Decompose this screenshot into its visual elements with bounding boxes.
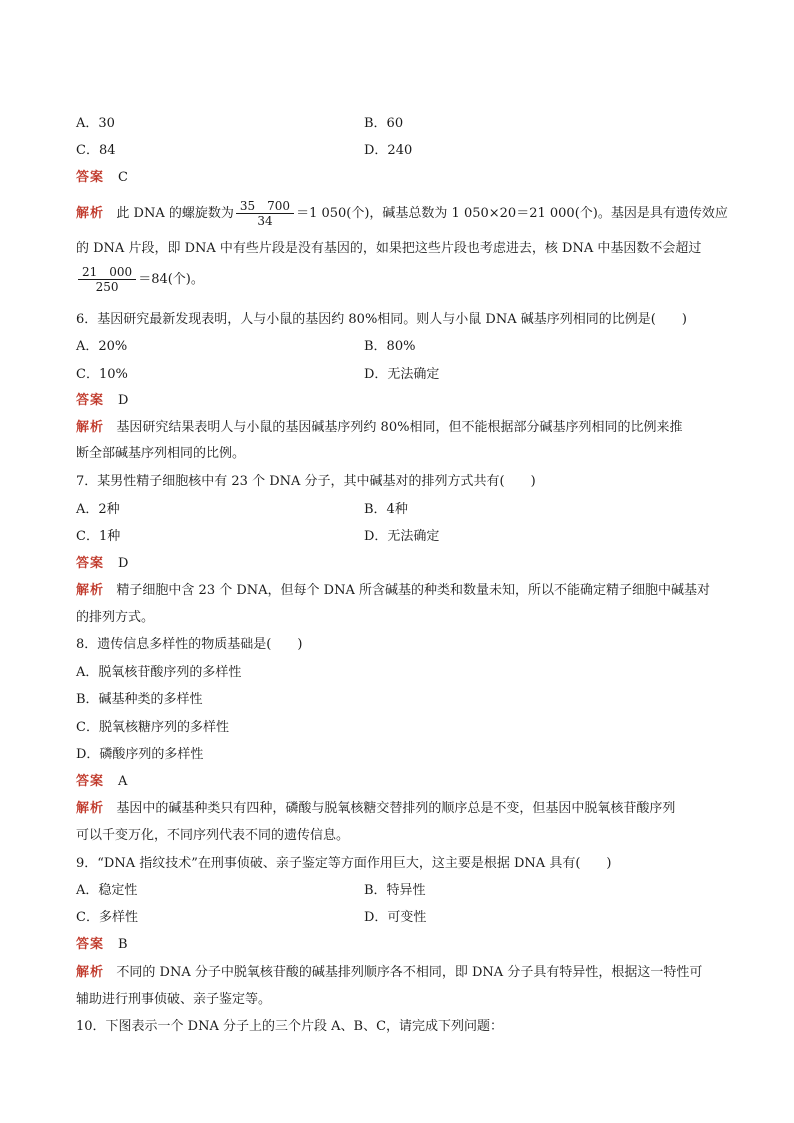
q5-option-d: D．240 bbox=[364, 143, 413, 158]
q5-answer bbox=[76, 169, 128, 187]
q6-stem: 6．基因研究最新发现表明，人与小鼠的基因约 80%相同。则人与小鼠 DNA 碱基序列相同的比例是( ) bbox=[76, 312, 687, 327]
q9-option-b: B．特异性 bbox=[364, 883, 426, 898]
answer-value: D bbox=[118, 393, 129, 408]
answer-value: A bbox=[118, 774, 128, 789]
fraction-denominator: 250 bbox=[95, 280, 119, 294]
fraction bbox=[78, 265, 136, 294]
explanation-label: 解析 bbox=[76, 583, 105, 598]
q6-answer bbox=[76, 392, 128, 410]
explanation-text: 此 DNA 的螺旋数为 bbox=[116, 206, 234, 221]
q9-explanation-line-1 bbox=[76, 964, 702, 982]
q9-option-c: C．多样性 bbox=[76, 910, 138, 925]
q7-explanation-line-1 bbox=[76, 582, 710, 600]
q7-stem: 7．某男性精子细胞核中有 23 个 DNA 分子，其中碱基对的排列方式共有( ) bbox=[76, 474, 536, 489]
answer-label: 答案 bbox=[76, 170, 105, 185]
q5-explanation-line-3 bbox=[76, 264, 204, 296]
q8-option-d: D．磷酸序列的多样性 bbox=[76, 747, 204, 762]
q8-option-b: B．碱基种类的多样性 bbox=[76, 692, 203, 707]
explanation-text: 基因研究结果表明人与小鼠的基因碱基序列约 80%相同，但不能根据部分碱基序列相同的比例来推 bbox=[116, 420, 683, 435]
answer-label: 答案 bbox=[76, 556, 105, 571]
q5-option-b: B．60 bbox=[364, 116, 404, 131]
explanation-text: 不同的 DNA 分子中脱氧核苷酸的碱基排列顺序各不相同，即 DNA 分子具有特异性，根据这一特性可 bbox=[116, 965, 703, 980]
fraction-numerator: 21 000 bbox=[78, 265, 136, 280]
q7-option-c: C．1种 bbox=[76, 529, 121, 544]
q9-option-a: A．稳定性 bbox=[76, 883, 138, 898]
q9-option-d: D．可变性 bbox=[364, 910, 427, 925]
q9-explanation-line-2: 辅助进行刑事侦破、亲子鉴定等。 bbox=[76, 992, 272, 1007]
answer-label: 答案 bbox=[76, 393, 105, 408]
q7-answer bbox=[76, 555, 128, 573]
explanation-text: 基因中的碱基种类只有四种，磷酸与脱氧核糖交替排列的顺序总是不变，但基因中脱氧核苷酸序列 bbox=[116, 801, 676, 816]
explanation-label: 解析 bbox=[76, 420, 105, 435]
q6-option-b: B．80% bbox=[364, 339, 416, 354]
q5-option-c: C．84 bbox=[76, 143, 116, 158]
q8-option-c: C．脱氧核糖序列的多样性 bbox=[76, 720, 229, 735]
q8-explanation-line-2: 可以千变万化，不同序列代表不同的遗传信息。 bbox=[76, 828, 350, 843]
q6-option-c: C．10% bbox=[76, 367, 128, 382]
q10-stem: 10．下图表示一个 DNA 分子上的三个片段 A、B、C，请完成下列问题： bbox=[76, 1019, 504, 1034]
q7-option-b: B．4种 bbox=[364, 502, 408, 517]
q8-option-a: A．脱氧核苷酸序列的多样性 bbox=[76, 665, 242, 680]
q7-option-d: D．无法确定 bbox=[364, 529, 440, 544]
q5-explanation-line-2: 的 DNA 片段，即 DNA 中有些片段是没有基因的，如果把这些片段也考虑进去，核 DNA 中基因数不会超过 bbox=[76, 241, 702, 256]
q8-explanation-line-1 bbox=[76, 800, 675, 818]
q7-option-a: A．2种 bbox=[76, 502, 120, 517]
answer-value: B bbox=[118, 937, 128, 952]
explanation-text: 精子细胞中含 23 个 DNA，但每个 DNA 所含碱基的种类和数量未知，所以不能确定精子细胞中碱基对 bbox=[116, 583, 710, 598]
q6-option-a: A．20% bbox=[76, 339, 128, 354]
answer-label: 答案 bbox=[76, 937, 105, 952]
q9-answer bbox=[76, 936, 128, 954]
explanation-label: 解析 bbox=[76, 206, 105, 221]
q6-option-d: D．无法确定 bbox=[364, 367, 440, 382]
explanation-label: 解析 bbox=[76, 965, 105, 980]
fraction-numerator: 35 700 bbox=[236, 199, 294, 214]
answer-value: D bbox=[118, 556, 129, 571]
q7-explanation-line-2: 的排列方式。 bbox=[76, 610, 155, 625]
answer-label: 答案 bbox=[76, 774, 105, 789]
explanation-text: ＝84(个)。 bbox=[138, 272, 204, 287]
q8-answer bbox=[76, 773, 127, 791]
q6-explanation-line-2: 断全部碱基序列相同的比例。 bbox=[76, 446, 246, 461]
q5-explanation-line-1 bbox=[76, 198, 728, 230]
q8-stem: 8．遗传信息多样性的物质基础是( ) bbox=[76, 637, 303, 652]
answer-value: C bbox=[118, 170, 128, 185]
q5-option-a: A．30 bbox=[76, 116, 115, 131]
q9-stem: 9．“DNA 指纹技术”在刑事侦破、亲子鉴定等方面作用巨大，这主要是根据 DNA 具有( ) bbox=[76, 856, 612, 871]
fraction-denominator: 34 bbox=[257, 214, 273, 228]
explanation-text: ＝1 050(个)，碱基总数为 1 050×20＝21 000(个)。基因是具有遗传效应 bbox=[296, 206, 728, 221]
fraction bbox=[236, 199, 294, 228]
explanation-label: 解析 bbox=[76, 801, 105, 816]
q6-explanation-line-1 bbox=[76, 419, 682, 437]
